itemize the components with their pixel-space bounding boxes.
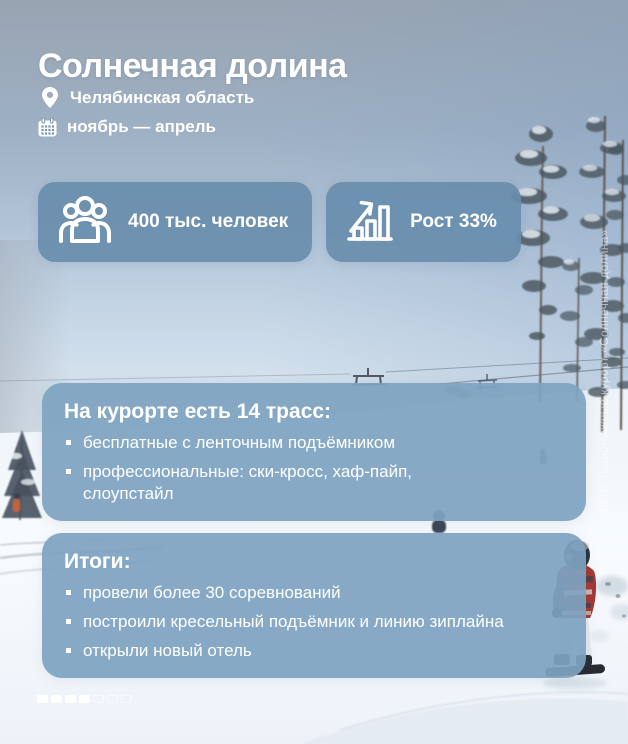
stat-growth-label: Рост 33% xyxy=(410,211,497,232)
location-row xyxy=(40,87,254,108)
pagination-dot[interactable] xyxy=(107,695,118,703)
stat-card-growth xyxy=(326,182,521,262)
pagination-dot[interactable] xyxy=(65,695,76,703)
results-list xyxy=(64,582,562,662)
tracks-list xyxy=(64,432,562,505)
pagination-dot[interactable] xyxy=(37,695,48,703)
list-item: бесплатные с ленточным подъёмником xyxy=(64,432,562,454)
growth-chart-icon xyxy=(346,197,394,248)
season-row xyxy=(37,117,216,137)
results-card xyxy=(42,533,586,678)
results-card-title: Итоги: xyxy=(64,550,131,573)
location-label: Челябинская область xyxy=(70,87,255,107)
pagination-dot[interactable] xyxy=(79,695,90,703)
location-pin-icon xyxy=(40,87,60,108)
calendar-icon xyxy=(37,118,57,137)
photo-credit-watermark: фото: горнолыжный курорт «Солнечная долина» xyxy=(597,229,611,515)
list-item: провели более 30 соревнований xyxy=(64,582,562,604)
stats-row xyxy=(38,182,521,262)
pagination xyxy=(37,695,132,703)
list-item: профессиональные: ски-кросс, хаф-пайп, слоупстайл xyxy=(64,461,455,505)
pagination-dot[interactable] xyxy=(93,695,104,703)
pagination-dot[interactable] xyxy=(51,695,62,703)
season-label: ноябрь — апрель xyxy=(67,117,216,136)
page-title: Солнечная долина xyxy=(38,46,347,85)
list-item: открыли новый отель xyxy=(64,640,562,662)
tracks-card-title: На курорте есть 14 трасс: xyxy=(64,400,332,423)
people-icon xyxy=(58,196,112,248)
stat-card-visitors xyxy=(38,182,312,262)
pagination-dot[interactable] xyxy=(121,695,132,703)
tracks-card xyxy=(42,383,586,521)
list-item: построили кресельный подъёмник и линию зиплайна xyxy=(64,611,562,633)
stat-visitors-label: 400 тыс. человек xyxy=(128,211,289,232)
